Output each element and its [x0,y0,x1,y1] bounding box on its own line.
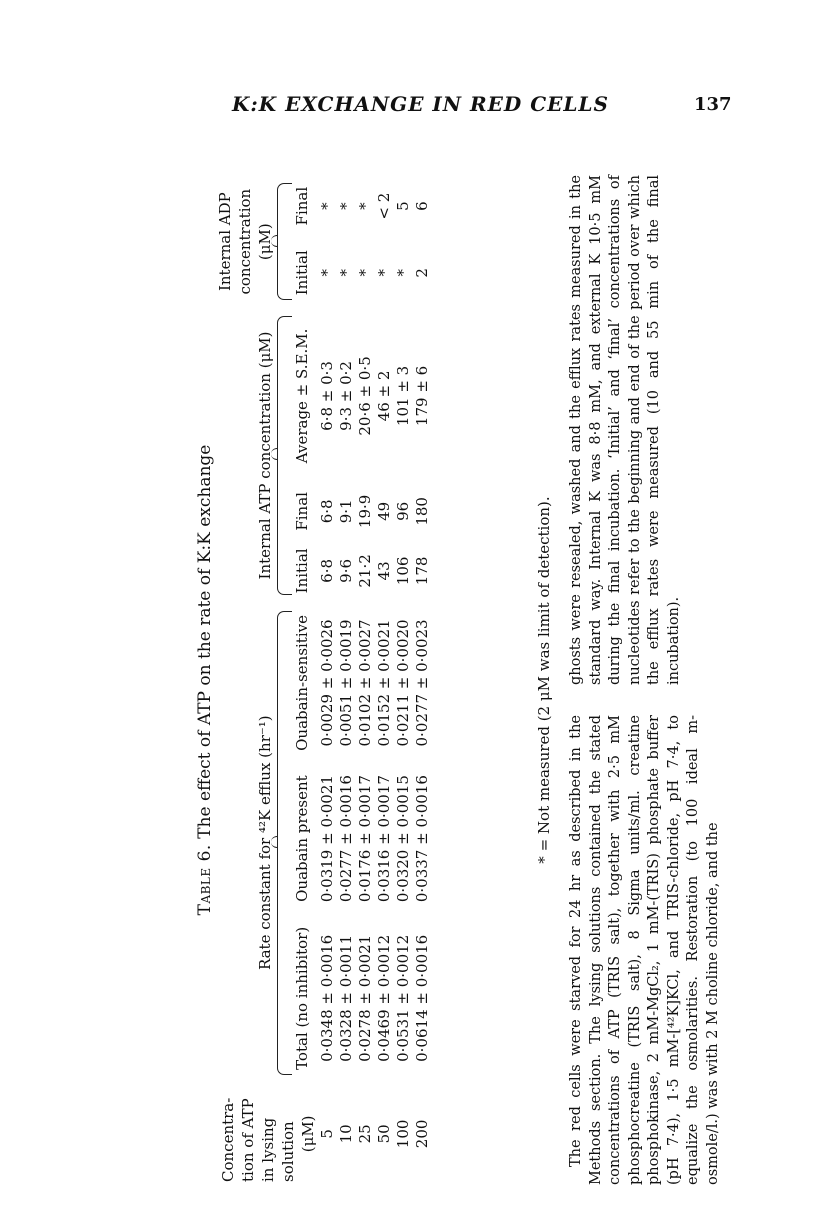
table-row: 200 0·0614 ± 0·0016 0·0337 ± 0·0016 0·0277 ± 0·0023 178 180 179 ± 6 2 6 [413,201,431,1149]
atp-brace [277,316,292,594]
atp-final-header: Final [293,492,311,531]
table-caption-text: The effect of ATP on the rate of K:K exchange [195,444,215,839]
atp-initial-header: Initial [293,548,311,594]
group-header-row [215,175,292,1185]
ouabain-present-header: Ouabain present [293,775,311,902]
rate-brace [277,611,292,1075]
results-table [215,175,432,1185]
table-row: 25 0·0278 ± 0·0021 0·0176 ± 0·0017 0·0102 ± 0·0027 21·2 19·9 20·6 ± 0·5 * * [356,202,374,1144]
adp-header: Internal ADP concentration (μM) [215,175,292,308]
ouabain-sensitive-header: Ouabain-sensitive [293,615,311,751]
adp-final-header: Final [293,186,311,226]
atp-header: Internal ATP concentration (μM) [215,308,292,602]
table-row: 5 0·0348 ± 0·0016 0·0319 ± 0·0021 0·0029 ± 0·0026 6·8 6·8 6·8 ± 0·3 * * [318,202,336,1139]
adp-brace [277,183,292,300]
table-row: 100 0·0531 ± 0·0012 0·0320 ± 0·0015 0·0211 ± 0·0020 106 96 101 ± 3 * 5 [394,201,412,1149]
concentration-header: Concentra- tion of ATP in lysing solution (μM) [219,1097,317,1182]
methods-paragraph-left: The red cells were starved for 24 hr as described in the Methods section. The lysing solutions contained the stated concentrations of ATP (TRIS salt), together with 2·5 mM phosphocreatine (TRIS salt), 8 Sigma units/ml. creatine phosphokinase, 2 mM-MgCl₂, 1 mM-(TRIS) phosphate buffer (pH 7·4), 1·5 mM-[⁴²K]KCl, and TRIS-chloride, pH 7·4, to equalize the osmolarities. Restoration (to 100 ideal m-osmole/l.) was with 2 M choline chloride, and the [568,715,721,1185]
table-caption [195,175,215,1185]
table-caption-label: Table 6. [195,844,215,916]
rotated-page-body [195,175,795,1185]
table-row: 50 0·0469 ± 0·0012 0·0316 ± 0·0017 0·0152 ± 0·0021 43 49 46 ± 2 * < 2 [375,192,393,1144]
running-title: K:K EXCHANGE IN RED CELLS [232,92,609,116]
page-number: 137 [694,94,732,115]
rate-constant-header: Rate constant for ⁴²K efflux (hr⁻¹) [215,603,292,1083]
total-header: Total (no inhibitor) [293,926,311,1070]
atp-average-header: Average ± S.E.M. [293,328,311,464]
table-footnote: * = Not measured (2 μM was limit of detection). [535,496,553,864]
sub-header-row [292,175,318,1185]
adp-initial-header: Initial [293,250,311,296]
methods-paragraph-right: ghosts were resealed, washed and the efflux rates measured in the standard way. Internal K was 8·8 mM, and external K 10·5 mM during the final incubation. ‘Initial’ and ‘final’ concentrations of nucleotides refer to the beginning and end of the period over which the efflux rates were measured (10 and 55 min of the final incubation). [568,175,682,685]
table-row: 10 0·0328 ± 0·0011 0·0277 ± 0·0016 0·0051 ± 0·0019 9·6 9·1 9·3 ± 0·2 * * [337,202,355,1144]
